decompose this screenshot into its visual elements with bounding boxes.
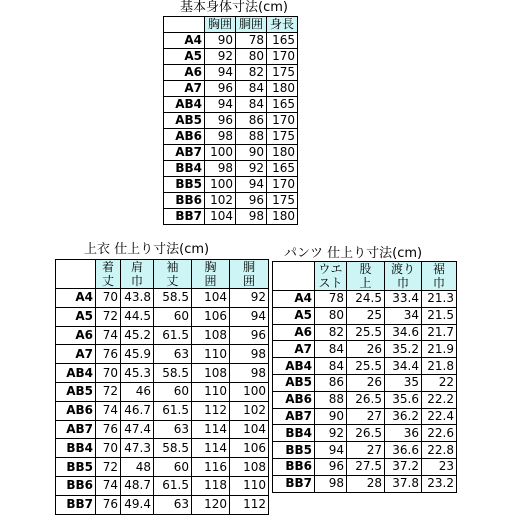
header-row [56, 260, 269, 289]
measurement-cell: 100 [230, 382, 269, 401]
measurement-cell: 45.2 [121, 326, 154, 345]
measurement-cell: 112 [230, 495, 269, 514]
size-label: A5 [164, 49, 205, 65]
size-label: BB4 [273, 425, 315, 442]
measurement-cell: 80 [315, 307, 347, 324]
pants-finished-measurements-table [272, 261, 457, 493]
measurement-cell: 84 [315, 358, 347, 375]
column-header [347, 262, 385, 291]
corner-cell [273, 262, 315, 291]
measurement-cell: 46 [121, 382, 154, 401]
measurement-cell: 84 [236, 81, 267, 97]
size-label: A6 [56, 326, 96, 345]
column-header-line: 巾 [130, 274, 143, 288]
measurement-cell: 102 [230, 401, 269, 420]
size-label: A5 [273, 307, 315, 324]
measurement-cell: 35.6 [385, 391, 422, 408]
measurement-cell: 61.5 [154, 476, 192, 495]
size-label: A4 [164, 33, 205, 49]
measurement-cell: 112 [192, 401, 230, 420]
column-header-line: 股 [359, 262, 372, 276]
column-header: 身長 [267, 17, 298, 33]
table-row [164, 81, 298, 97]
size-label: BB4 [164, 161, 205, 177]
column-header [96, 260, 121, 289]
measurement-cell: 165 [267, 97, 298, 113]
measurement-cell: 25.5 [347, 358, 385, 375]
measurement-cell: 96 [315, 458, 347, 475]
measurement-cell: 102 [205, 193, 236, 209]
corner-cell [56, 260, 96, 289]
measurement-cell: 72 [96, 382, 121, 401]
size-label: BB6 [164, 193, 205, 209]
size-label: AB6 [164, 129, 205, 145]
measurement-cell: 110 [192, 345, 230, 364]
size-label: BB6 [273, 458, 315, 475]
measurement-cell: 35.2 [385, 341, 422, 358]
measurement-cell: 90 [236, 145, 267, 161]
size-label: BB7 [56, 495, 96, 514]
measurement-cell: 27 [347, 408, 385, 425]
measurement-cell: 26.5 [347, 425, 385, 442]
measurement-cell: 21.8 [422, 358, 457, 375]
size-label: AB7 [164, 145, 205, 161]
pants-table-title: パンツ 仕上り寸法(cm) [284, 246, 423, 261]
measurement-cell: 61.5 [154, 401, 192, 420]
measurement-cell: 70 [96, 289, 121, 308]
size-label: A6 [273, 324, 315, 341]
table-row [164, 33, 298, 49]
measurement-cell: 78 [236, 33, 267, 49]
measurement-cell: 63 [154, 345, 192, 364]
measurement-cell: 180 [267, 145, 298, 161]
table-row [164, 129, 298, 145]
measurement-cell: 98 [230, 364, 269, 383]
column-header-line: 袖 [166, 260, 179, 274]
measurement-cell: 21.5 [422, 307, 457, 324]
measurement-cell: 44.5 [121, 307, 154, 326]
header-row [273, 262, 457, 291]
measurement-cell: 165 [267, 161, 298, 177]
column-header-line: 巾 [432, 276, 445, 290]
measurement-cell: 60 [154, 382, 192, 401]
column-header-line: 裾 [432, 262, 445, 276]
column-header-line: 胴 [242, 260, 255, 274]
measurement-cell: 74 [96, 326, 121, 345]
table-row [56, 326, 269, 345]
size-label: A4 [56, 289, 96, 308]
measurement-cell: 108 [192, 364, 230, 383]
size-label: A6 [164, 65, 205, 81]
table-row [273, 442, 457, 459]
table-row [164, 193, 298, 209]
measurement-cell: 114 [192, 439, 230, 458]
basic-body-measurements-table [163, 16, 298, 225]
measurement-cell: 84 [315, 341, 347, 358]
column-header-line: スト [318, 276, 343, 290]
table-row [164, 161, 298, 177]
table-row [56, 289, 269, 308]
column-header [385, 262, 422, 291]
table-row [164, 97, 298, 113]
measurement-cell: 96 [236, 193, 267, 209]
measurement-cell: 72 [96, 307, 121, 326]
measurement-cell: 180 [267, 81, 298, 97]
table-row [273, 307, 457, 324]
measurement-cell: 165 [267, 33, 298, 49]
measurement-cell: 100 [205, 145, 236, 161]
measurement-cell: 23.2 [422, 475, 457, 492]
jacket-finished-measurements-table [55, 259, 269, 515]
table-row [56, 382, 269, 401]
measurement-cell: 175 [267, 193, 298, 209]
measurement-cell: 37.2 [385, 458, 422, 475]
measurement-cell: 98 [230, 345, 269, 364]
measurement-cell: 34 [385, 307, 422, 324]
measurement-cell: 110 [230, 476, 269, 495]
measurement-cell: 22 [422, 374, 457, 391]
measurement-cell: 48.7 [121, 476, 154, 495]
table-row [273, 374, 457, 391]
measurement-cell: 26 [347, 374, 385, 391]
measurement-cell: 21.7 [422, 324, 457, 341]
column-header-line: 渡り [390, 262, 415, 276]
measurement-cell: 120 [192, 495, 230, 514]
measurement-cell: 23 [422, 458, 457, 475]
table-row [164, 65, 298, 81]
measurement-cell: 94 [315, 442, 347, 459]
size-label: BB5 [273, 442, 315, 459]
size-label: AB4 [273, 358, 315, 375]
column-header-line: 上 [359, 276, 372, 290]
measurement-cell: 28 [347, 475, 385, 492]
header-row [164, 17, 298, 33]
table-row [164, 209, 298, 225]
column-header [422, 262, 457, 291]
measurement-cell: 22.4 [422, 408, 457, 425]
column-header [154, 260, 192, 289]
size-label: A4 [273, 291, 315, 308]
basic-table-title: 基本身体寸法(cm) [180, 0, 288, 15]
measurement-cell: 180 [267, 209, 298, 225]
measurement-cell: 104 [205, 209, 236, 225]
measurement-cell: 45.3 [121, 364, 154, 383]
measurement-cell: 43.8 [121, 289, 154, 308]
measurement-cell: 170 [267, 49, 298, 65]
measurement-cell: 27 [347, 442, 385, 459]
measurement-cell: 110 [192, 382, 230, 401]
column-header-line: ウエ [318, 262, 343, 276]
size-label: AB6 [273, 391, 315, 408]
measurement-cell: 45.9 [121, 345, 154, 364]
measurement-cell: 88 [236, 129, 267, 145]
measurement-cell: 74 [96, 476, 121, 495]
column-header-line: 丈 [166, 274, 179, 288]
table-row [164, 145, 298, 161]
measurement-cell: 86 [236, 113, 267, 129]
column-header-line: 囲 [204, 274, 217, 288]
measurement-cell: 96 [205, 113, 236, 129]
size-label: BB5 [56, 458, 96, 477]
table-row [56, 439, 269, 458]
size-label: BB5 [164, 177, 205, 193]
table-row [56, 458, 269, 477]
size-label: BB6 [56, 476, 96, 495]
table-row [273, 425, 457, 442]
table-row [56, 364, 269, 383]
measurement-cell: 36 [385, 425, 422, 442]
size-label: A7 [273, 341, 315, 358]
column-header-line: 胸 [204, 260, 217, 274]
size-label: AB4 [164, 97, 205, 113]
measurement-cell: 116 [192, 458, 230, 477]
measurement-cell: 58.5 [154, 439, 192, 458]
measurement-cell: 96 [205, 81, 236, 97]
measurement-cell: 100 [205, 177, 236, 193]
column-header-line: 着 [101, 260, 114, 274]
measurement-cell: 37.8 [385, 475, 422, 492]
measurement-cell: 48 [121, 458, 154, 477]
measurement-cell: 78 [315, 291, 347, 308]
table-row [273, 324, 457, 341]
measurement-cell: 22.6 [422, 425, 457, 442]
measurement-cell: 108 [230, 458, 269, 477]
measurement-cell: 63 [154, 420, 192, 439]
table-row [164, 177, 298, 193]
measurement-cell: 70 [96, 439, 121, 458]
measurement-cell: 36.6 [385, 442, 422, 459]
measurement-cell: 175 [267, 65, 298, 81]
column-header: 胴囲 [236, 17, 267, 33]
measurement-cell: 92 [236, 161, 267, 177]
table-row [273, 291, 457, 308]
measurement-cell: 76 [96, 495, 121, 514]
measurement-cell: 90 [205, 33, 236, 49]
measurement-cell: 47.3 [121, 439, 154, 458]
size-label: AB4 [56, 364, 96, 383]
measurement-cell: 92 [230, 289, 269, 308]
size-label: AB5 [56, 382, 96, 401]
column-header-line: 巾 [396, 276, 409, 290]
measurement-cell: 104 [192, 289, 230, 308]
column-header-line: 囲 [242, 274, 255, 288]
measurement-cell: 118 [192, 476, 230, 495]
measurement-cell: 175 [267, 129, 298, 145]
measurement-cell: 94 [236, 177, 267, 193]
measurement-cell: 25 [347, 307, 385, 324]
table-row [56, 476, 269, 495]
measurement-cell: 33.4 [385, 291, 422, 308]
size-label: AB5 [164, 113, 205, 129]
table-row [56, 345, 269, 364]
table-row [56, 307, 269, 326]
measurement-cell: 26 [347, 341, 385, 358]
measurement-cell: 98 [315, 475, 347, 492]
table-row [56, 401, 269, 420]
measurement-cell: 47.4 [121, 420, 154, 439]
measurement-cell: 80 [236, 49, 267, 65]
table-row [164, 113, 298, 129]
size-label: AB7 [273, 408, 315, 425]
measurement-cell: 22.8 [422, 442, 457, 459]
measurement-cell: 84 [236, 97, 267, 113]
measurement-cell: 35 [385, 374, 422, 391]
measurement-cell: 36.2 [385, 408, 422, 425]
measurement-cell: 94 [230, 307, 269, 326]
measurement-cell: 92 [315, 425, 347, 442]
measurement-cell: 82 [315, 324, 347, 341]
table-row [164, 49, 298, 65]
measurement-cell: 76 [96, 420, 121, 439]
measurement-cell: 58.5 [154, 289, 192, 308]
measurement-cell: 94 [205, 65, 236, 81]
measurement-cell: 104 [230, 420, 269, 439]
measurement-cell: 98 [236, 209, 267, 225]
measurement-cell: 114 [192, 420, 230, 439]
column-header-line: 丈 [101, 274, 114, 288]
column-header: 胸囲 [205, 17, 236, 33]
measurement-cell: 49.4 [121, 495, 154, 514]
measurement-cell: 170 [267, 113, 298, 129]
top-table-title: 上衣 仕上り寸法(cm) [84, 242, 210, 257]
measurement-cell: 27.5 [347, 458, 385, 475]
table-row [273, 408, 457, 425]
measurement-cell: 22.2 [422, 391, 457, 408]
column-header [192, 260, 230, 289]
measurement-cell: 96 [230, 326, 269, 345]
measurement-cell: 25.5 [347, 324, 385, 341]
measurement-cell: 34.4 [385, 358, 422, 375]
measurement-cell: 106 [230, 439, 269, 458]
measurement-cell: 74 [96, 401, 121, 420]
table-row [273, 391, 457, 408]
measurement-cell: 60 [154, 458, 192, 477]
measurement-cell: 63 [154, 495, 192, 514]
measurement-cell: 92 [205, 49, 236, 65]
measurement-cell: 60 [154, 307, 192, 326]
size-label: A7 [56, 345, 96, 364]
measurement-cell: 98 [205, 161, 236, 177]
table-row [273, 458, 457, 475]
measurement-cell: 46.7 [121, 401, 154, 420]
size-label: AB6 [56, 401, 96, 420]
measurement-cell: 21.9 [422, 341, 457, 358]
size-label: BB7 [164, 209, 205, 225]
measurement-cell: 94 [205, 97, 236, 113]
measurement-cell: 34.6 [385, 324, 422, 341]
size-label: A5 [56, 307, 96, 326]
size-label: AB5 [273, 374, 315, 391]
measurement-cell: 90 [315, 408, 347, 425]
measurement-cell: 26.5 [347, 391, 385, 408]
measurement-cell: 70 [96, 364, 121, 383]
column-header [121, 260, 154, 289]
measurement-cell: 72 [96, 458, 121, 477]
measurement-cell: 106 [192, 307, 230, 326]
table-row [56, 420, 269, 439]
measurement-cell: 88 [315, 391, 347, 408]
table-row [273, 341, 457, 358]
measurement-cell: 82 [236, 65, 267, 81]
column-header [315, 262, 347, 291]
measurement-cell: 108 [192, 326, 230, 345]
measurement-cell: 76 [96, 345, 121, 364]
corner-cell [164, 17, 205, 33]
table-row [273, 358, 457, 375]
table-row [273, 475, 457, 492]
measurement-cell: 98 [205, 129, 236, 145]
size-label: AB7 [56, 420, 96, 439]
measurement-cell: 21.3 [422, 291, 457, 308]
measurement-cell: 24.5 [347, 291, 385, 308]
measurement-cell: 61.5 [154, 326, 192, 345]
column-header [230, 260, 269, 289]
size-label: BB4 [56, 439, 96, 458]
size-label: BB7 [273, 475, 315, 492]
measurement-cell: 58.5 [154, 364, 192, 383]
measurement-cell: 170 [267, 177, 298, 193]
measurement-cell: 86 [315, 374, 347, 391]
size-label: A7 [164, 81, 205, 97]
column-header-line: 肩 [130, 260, 143, 274]
